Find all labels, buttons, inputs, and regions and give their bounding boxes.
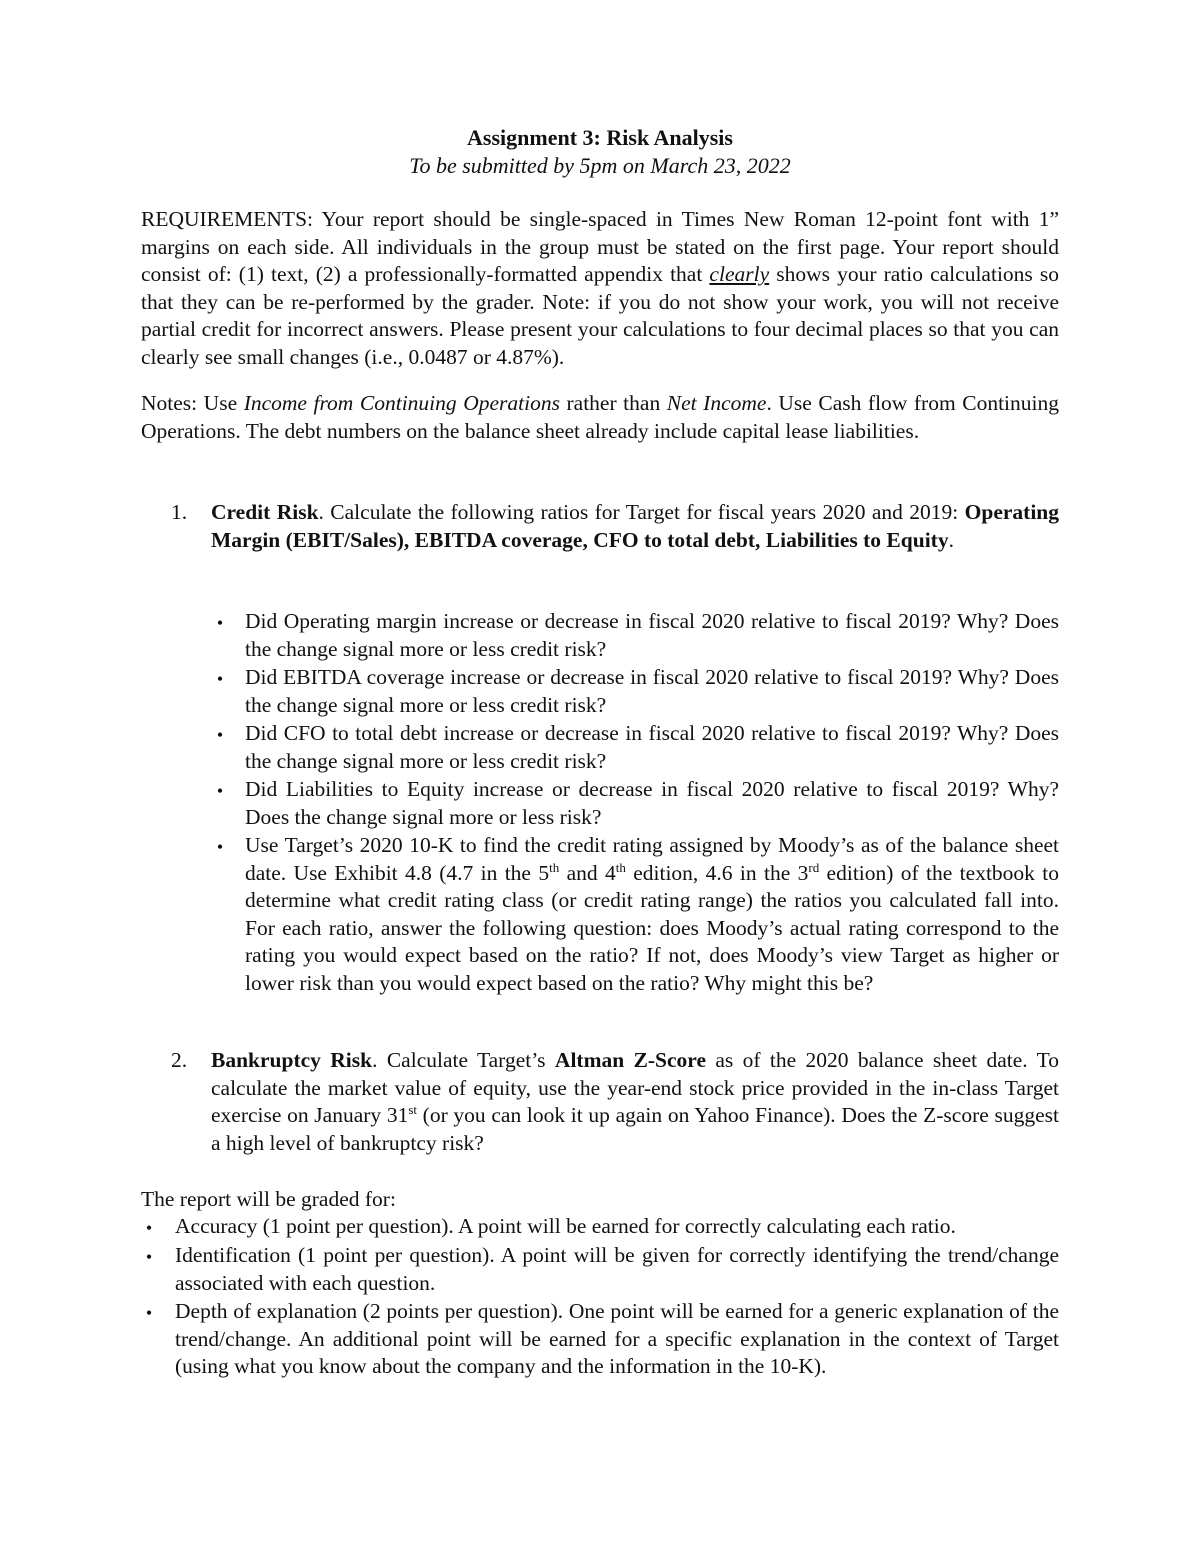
grading-bullet: Identification (1 point per question). A point will be given for correctly identifying the trend/change associated with each question.: [175, 1243, 1059, 1295]
bullet-icon: •: [216, 725, 224, 745]
question-bullet: Use Target’s 2020 10-K to find the credit rating assigned by Moody’s as of the balance sheet date. Use Exhibit 4.8 (4.7 in the 5th and 4th edition, 4.6 in the 3rd edition) of the textbook to determine what credit rating class (or credit rating range) the ratios you calculated fall into. For each ratio, answer the following question: does Moody’s actual rating correspond to the rating you would expect based on the ratio? If not, does Moody’s view Target as higher or lower risk than you would expect based on the ratio? Why might this be?: [245, 833, 1060, 995]
item-number: 2.: [171, 1048, 188, 1072]
bullet-icon: •: [216, 613, 224, 633]
question-bullet: Did CFO to total debt increase or decrease in fiscal 2020 relative to fiscal 2019? Why? Does the change signal more or less credit risk?: [245, 721, 1059, 773]
requirements-label: REQUIREMENTS:: [141, 207, 313, 231]
question-bullet: Did Liabilities to Equity increase or decrease in fiscal 2020 relative to fiscal 2019? Why? Does the change signal more or less risk?: [245, 777, 1059, 829]
grading-bullet: Accuracy (1 point per question). A point will be earned for correctly calculating each ratio.: [175, 1214, 956, 1238]
page-subtitle: To be submitted by 5pm on March 23, 2022: [409, 153, 791, 178]
bullet-icon: •: [216, 781, 224, 801]
question-bullet: Did Operating margin increase or decrease in fiscal 2020 relative to fiscal 2019? Why? Does the change signal more or less credit risk?: [245, 609, 1059, 661]
bullet-icon: •: [216, 669, 224, 689]
credit-risk-item: Credit Risk. Calculate the following ratios for Target for fiscal years 2020 and 2019: Operating Margin (EBIT/Sales), EBITDA coverage, CFO to total debt, Liabilities to Equity.: [211, 500, 1059, 552]
bullet-icon: •: [145, 1303, 153, 1323]
ratio-list: Operating Margin (EBIT/Sales), EBITDA coverage, CFO to total debt, Liabilities to Equity: [211, 500, 1059, 552]
item-number: 1.: [171, 500, 188, 524]
page-title: Assignment 3: Risk Analysis: [467, 125, 733, 150]
grading-intro: The report will be graded for:: [141, 1187, 396, 1211]
item-heading: Credit Risk: [211, 500, 319, 524]
bullet-icon: •: [145, 1247, 153, 1267]
bullet-icon: •: [216, 837, 224, 857]
requirements-paragraph: REQUIREMENTS: Your report should be single-spaced in Times New Roman 12-point font with 1” margins on each side. All individuals in the group must be stated on the first page. Your report should consist of: (1) text, (2) a professionally-formatted appendix that clearly shows your ratio calculations so that they can be re-performed by the grader. Note: if you do not show your work, you will not receive partial credit for incorrect answers. Please present your calculations to four decimal places so that you can clearly see small changes (i.e., 0.0487 or 4.87%).: [141, 207, 1060, 369]
item-heading: Bankruptcy Risk: [211, 1048, 373, 1072]
bullet-icon: •: [145, 1218, 153, 1238]
bankruptcy-risk-item: Bankruptcy Risk. Calculate Target’s Altman Z-Score as of the 2020 balance sheet date. To calculate the market value of equity, use the year-end stock price provided in the in-class Target exercise on January 31st (or you can look it up again on Yahoo Finance). Does the Z-score suggest a high level of bankruptcy risk?: [211, 1048, 1059, 1155]
question-bullet: Did EBITDA coverage increase or decrease in fiscal 2020 relative to fiscal 2019? Why? Does the change signal more or less credit risk?: [245, 665, 1059, 717]
notes-paragraph: Notes: Use Income from Continuing Operations rather than Net Income. Use Cash flow from Continuing Operations. The debt numbers on the balance sheet already include capital lease liabilities.: [141, 391, 1059, 443]
grading-bullet: Depth of explanation (2 points per question). One point will be earned for a generic explanation of the trend/change. An additional point will be earned for a specific explanation in the context of Target (using what you know about the company and the information in the 10-K).: [175, 1299, 1059, 1378]
emphasis-clearly: clearly: [709, 262, 770, 286]
